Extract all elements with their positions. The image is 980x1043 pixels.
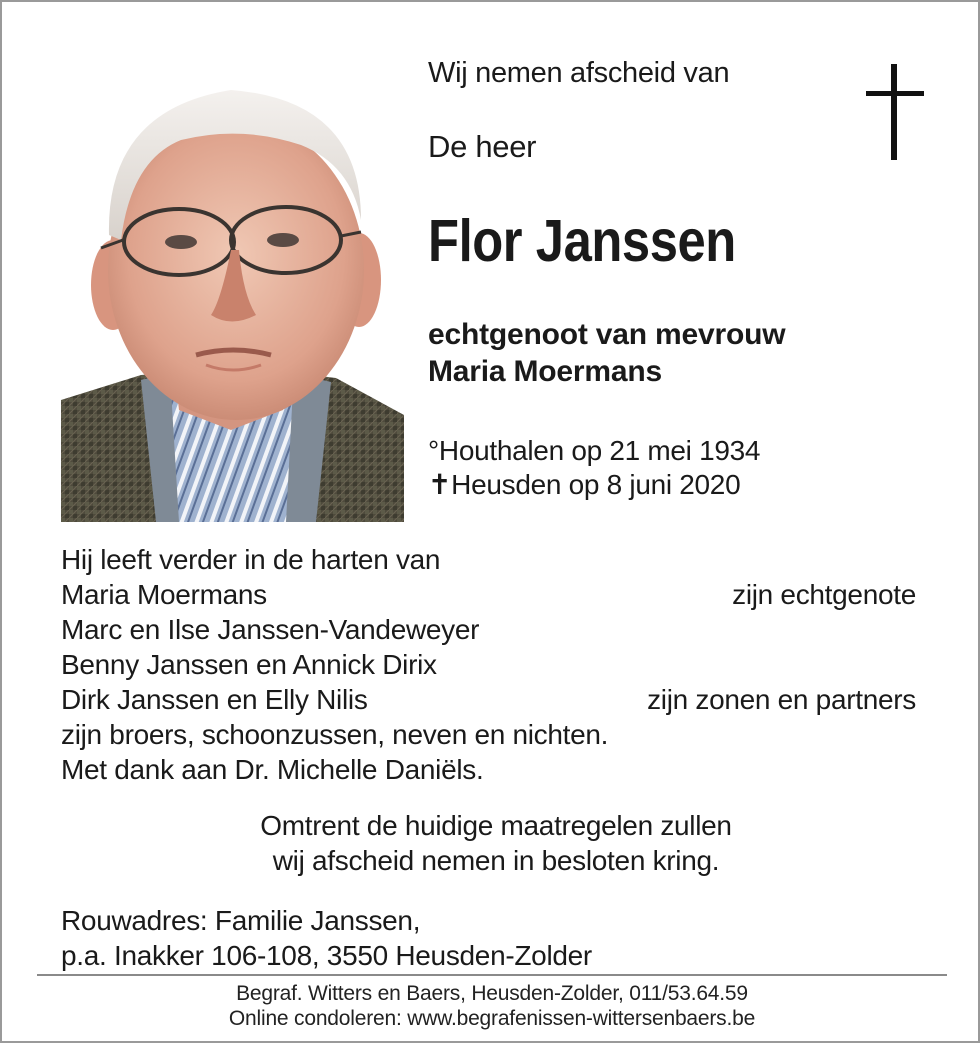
portrait-photo <box>61 70 404 522</box>
list-item <box>61 682 916 717</box>
deceased-name: Flor Janssen <box>428 208 736 274</box>
ceremony-notice <box>61 808 931 878</box>
honorific-title: De heer <box>428 129 537 164</box>
intro-line: Wij nemen afscheid van <box>428 57 730 89</box>
address-line-1: Rouwadres: Familie Janssen, <box>61 905 421 936</box>
list-item <box>61 717 916 752</box>
footer-divider <box>37 974 947 976</box>
notice-line-2: wij afscheid nemen in besloten kring. <box>272 845 720 876</box>
condolence-link[interactable]: Online condoleren: www.begrafenissen-wittersenbaers.be <box>228 1007 756 1030</box>
mourner-role: zijn zonen en partners <box>647 684 916 715</box>
mourner-name: Benny Janssen en Annick Dirix <box>61 649 437 680</box>
spouse-info <box>428 316 785 390</box>
death-date: ✝Heusden op 8 juni 2020 <box>428 469 741 500</box>
spouse-line-2: Maria Moermans <box>428 355 662 388</box>
mourner-name: zijn broers, schoonzussen, neven en nichten. <box>61 719 609 750</box>
mourner-name: Met dank aan Dr. Michelle Daniëls. <box>61 754 484 785</box>
mourners-heading: Hij leeft verder in de harten van <box>61 544 441 575</box>
funeral-home-footer <box>37 981 947 1031</box>
address-line-2: p.a. Inakker 106-108, 3550 Heusden-Zolder <box>61 940 592 971</box>
mourner-name: Dirk Janssen en Elly Nilis <box>61 684 368 715</box>
mourning-address <box>61 903 592 973</box>
list-item <box>61 612 916 647</box>
list-item <box>61 647 916 682</box>
life-dates <box>428 434 760 502</box>
spouse-line-1: echtgenoot van mevrouw <box>428 318 786 351</box>
portrait-illustration <box>61 70 404 522</box>
list-item <box>61 752 916 787</box>
mourner-name: Maria Moermans <box>61 579 267 610</box>
mourner-name: Marc en Ilse Janssen-Vandeweyer <box>61 614 480 645</box>
birth-date: °Houthalen op 21 mei 1934 <box>428 435 761 466</box>
funeral-home-info: Begraf. Witters en Baers, Heusden-Zolder, 011/53.64.59 <box>236 982 748 1005</box>
mourner-role: zijn echtgenote <box>732 579 916 610</box>
list-item <box>61 577 916 612</box>
notice-line-1: Omtrent de huidige maatregelen zullen <box>260 810 732 841</box>
mourners-list <box>61 542 916 787</box>
cross-icon <box>866 64 924 162</box>
